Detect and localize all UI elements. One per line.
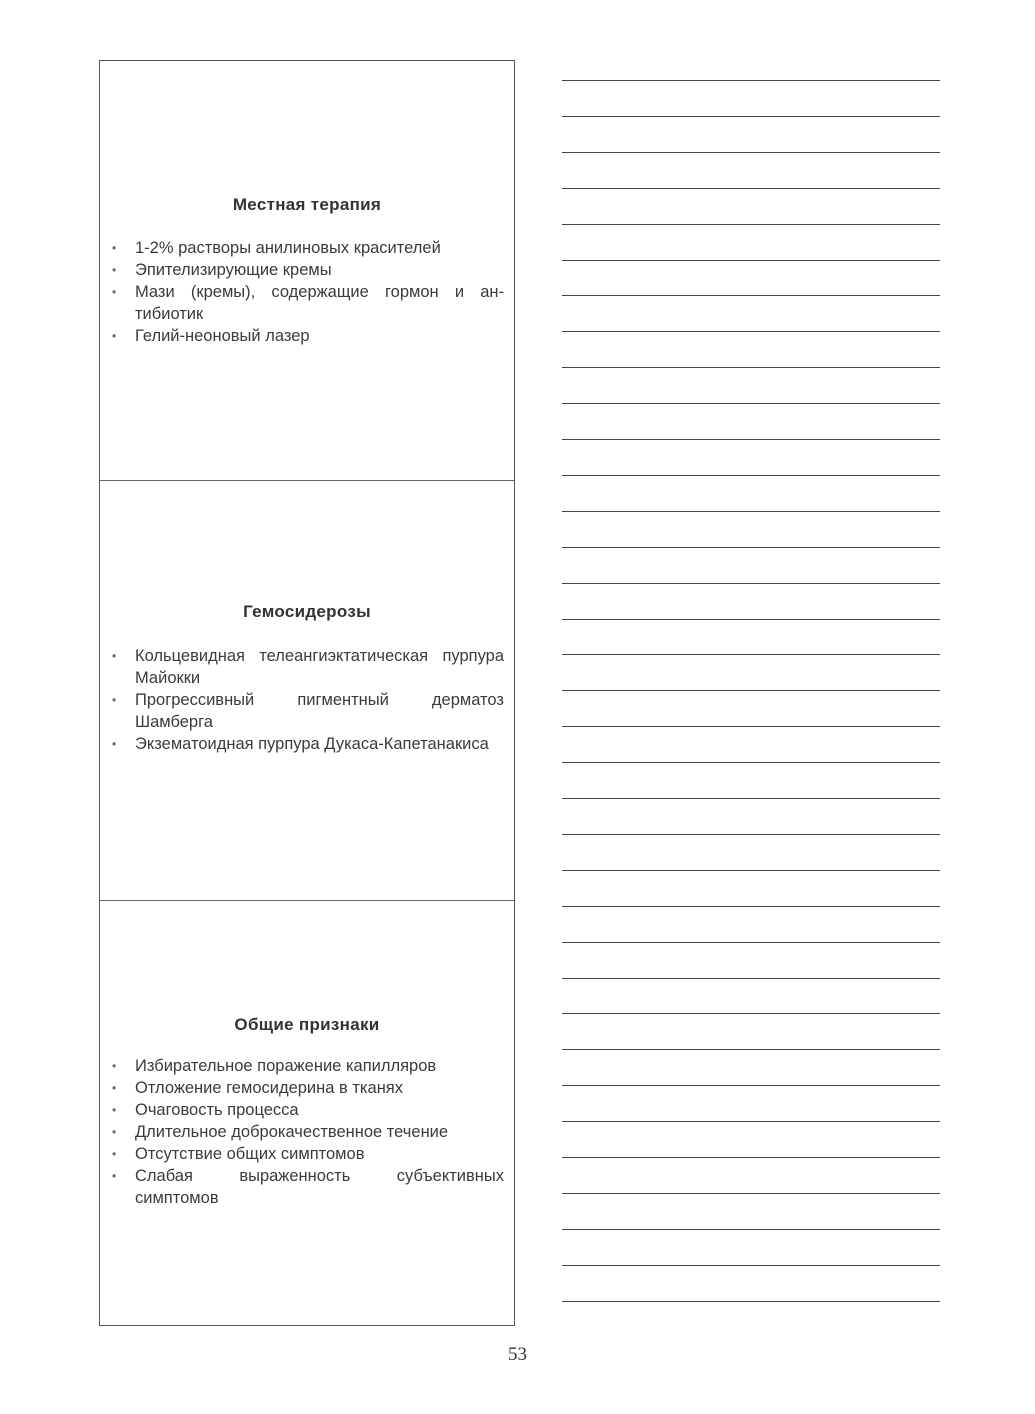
note-line <box>562 906 940 907</box>
list-item-text: Избирательное поражение капилляров <box>135 1057 437 1075</box>
note-line <box>562 1013 940 1014</box>
bullet-list <box>100 237 504 347</box>
note-line <box>562 511 940 512</box>
note-line <box>562 152 940 153</box>
bullet-list <box>100 645 504 755</box>
list-item <box>100 325 504 347</box>
list-item <box>100 645 504 689</box>
note-line <box>562 870 940 871</box>
bullet-icon: • <box>112 1125 117 1139</box>
bullet-list <box>100 1055 504 1209</box>
note-line <box>562 1049 940 1050</box>
list-item <box>100 733 504 755</box>
list-item <box>100 259 504 281</box>
slide-hemosiderosis <box>100 481 514 901</box>
note-line <box>562 654 940 655</box>
note-line <box>562 260 940 261</box>
slide-local-therapy <box>100 61 514 481</box>
list-item-text: Отложение гемосидерина в тканях <box>135 1079 403 1097</box>
list-item-text: Кольцевидная телеангиэктатическая пурпура Майокки <box>135 647 504 687</box>
list-item <box>100 1121 504 1143</box>
note-line <box>562 834 940 835</box>
bullet-icon: • <box>112 241 117 255</box>
bullet-icon: • <box>112 693 117 707</box>
list-item <box>100 1165 504 1209</box>
list-item-text: Длительное доброкачественное течение <box>135 1123 449 1141</box>
note-line <box>562 475 940 476</box>
note-line <box>562 224 940 225</box>
list-item-text: Эпителизирующие кремы <box>135 261 332 279</box>
list-item-text: Экзематоидная пурпура Дукаса-Капетанакиса <box>135 735 489 753</box>
bullet-icon: • <box>112 1147 117 1161</box>
note-line <box>562 1301 940 1302</box>
list-item <box>100 1099 504 1121</box>
note-line <box>562 331 940 332</box>
note-line <box>562 583 940 584</box>
list-item <box>100 1055 504 1077</box>
slide-title: Местная терапия <box>232 195 382 214</box>
note-line <box>562 295 940 296</box>
note-line <box>562 1265 940 1266</box>
note-line <box>562 619 940 620</box>
page-number: 53 <box>508 1344 527 1365</box>
note-line <box>562 690 940 691</box>
note-line <box>562 367 940 368</box>
list-item <box>100 281 504 325</box>
bullet-icon: • <box>112 1169 117 1183</box>
bullet-icon: • <box>112 263 117 277</box>
bullet-icon: • <box>112 1081 117 1095</box>
bullet-icon: • <box>112 1103 117 1117</box>
list-item-text: 1-2% растворы анилиновых красителей <box>135 239 441 257</box>
bullet-icon: • <box>112 737 117 751</box>
slide-common-signs <box>100 901 514 1327</box>
note-line <box>562 188 940 189</box>
note-line <box>562 1157 940 1158</box>
list-item <box>100 1143 504 1165</box>
slides-column <box>99 60 515 1326</box>
note-line <box>562 1229 940 1230</box>
note-line <box>562 1085 940 1086</box>
slide-title: Общие признаки <box>234 1015 380 1034</box>
note-line <box>562 1193 940 1194</box>
note-line <box>562 116 940 117</box>
list-item-text: Прогрессивный пигментный дерматоз Шамберга <box>135 691 504 731</box>
note-line <box>562 1121 940 1122</box>
list-item-text: Слабая выраженность субъективных симптомов <box>135 1167 504 1207</box>
note-line <box>562 798 940 799</box>
list-item-text: Очаговость процесса <box>135 1101 299 1119</box>
bullet-icon: • <box>112 1059 117 1073</box>
note-line <box>562 942 940 943</box>
list-item <box>100 237 504 259</box>
note-line <box>562 726 940 727</box>
note-line <box>562 403 940 404</box>
bullet-icon: • <box>112 285 117 299</box>
list-item <box>100 689 504 733</box>
list-item-text: Отсутствие общих симптомов <box>135 1145 365 1163</box>
note-line <box>562 80 940 81</box>
bullet-icon: • <box>112 649 117 663</box>
list-item <box>100 1077 504 1099</box>
bullet-icon: • <box>112 329 117 343</box>
list-item-text: Мази (кремы), содержащие гормон и ан-тибиотик <box>135 283 504 323</box>
note-line <box>562 762 940 763</box>
note-line <box>562 439 940 440</box>
slide-title: Гемосидерозы <box>243 602 371 621</box>
list-item-text: Гелий-неоновый лазер <box>135 327 310 345</box>
note-line <box>562 978 940 979</box>
note-line <box>562 547 940 548</box>
